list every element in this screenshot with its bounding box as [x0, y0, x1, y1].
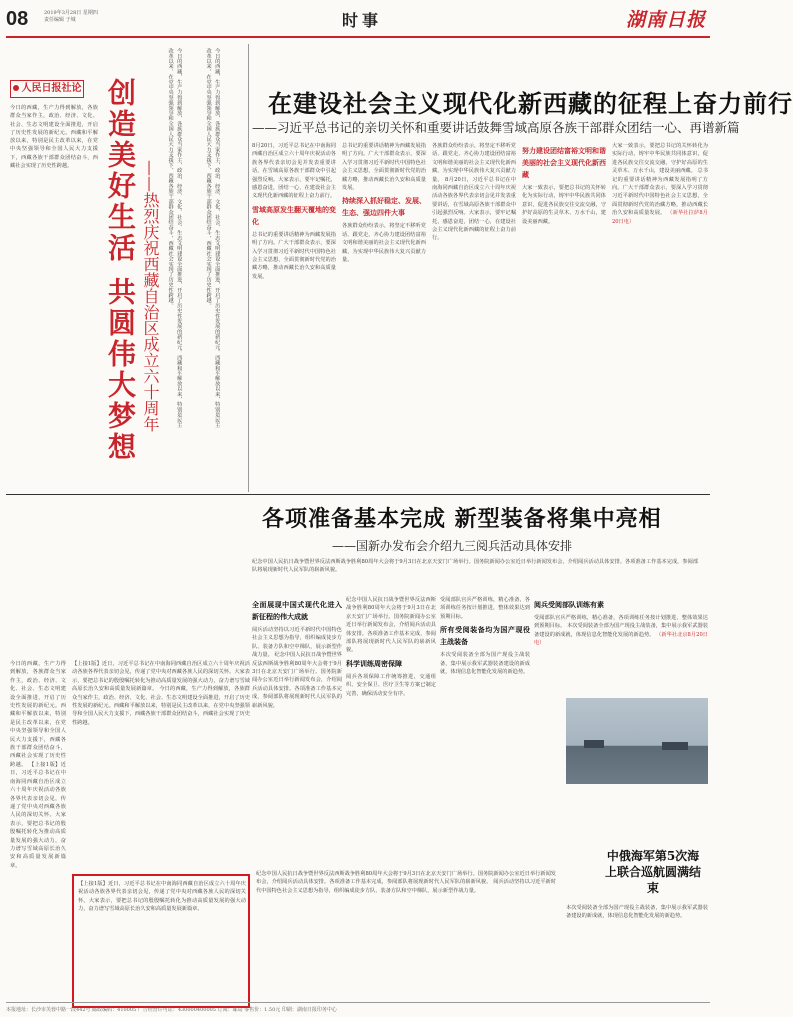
page-header	[6, 4, 710, 38]
article-top-column	[342, 142, 426, 488]
ship-icon	[662, 742, 688, 750]
article-mid-text: 纪念中国人民抗日战争暨世界反法西斯战争胜利80周年大会将于9月3日在北京天安门广场举行。国务院新闻办公室近日举行新闻发布会，介绍阅兵活动具体安排。各项准备工作基本完成，参阅部队将展现新时代人民军队的崭新风貌。	[256, 871, 556, 886]
commentary-column: 今日的西藏，生产力得到解放，各族群众当家作主，政治、经济、文化、社会、生态文明建设全面推进，开启了历史性发展的新纪元。西藏和平解放以来，特别是民主改革以来，在党中央坚强领导和全国人民大力支援下，西藏各族干部群众团结奋斗，西藏社会实现了历史性跨越。	[167, 48, 183, 428]
article-top-text: 大家一致表示，要把总书记的关怀转化为实际行动，铸牢中华民族共同体意识，促进各民族交往交流交融，守护好高原的生灵草木、万水千山，建设美丽西藏。	[612, 143, 708, 175]
article-mid-text: 阅兵活动坚持以习近平新时代中国特色社会主义思想为指导，组织编成徒步方队、装备方队和空中梯队，展示新型作战力量。	[256, 879, 556, 894]
article-top-column	[252, 142, 336, 488]
commentary-body: 今日的西藏，生产力得到解放，各族群众当家作主，政治、经济、文化、社会、生态文明建设全面推进，开启了历史性发展的新纪元。西藏和平解放以来，特别是民主改革以来，在党中央坚强领导和全国人民大力支援下，西藏各族干部群众团结奋斗，西藏社会实现了历史性跨越。	[10, 105, 98, 170]
section-divider	[6, 494, 710, 495]
article-mid-lead: 纪念中国人民抗日战争暨世界反法西斯战争胜利80周年大会将于9月3日在北京天安门广场举行。国务院新闻办公室近日举行新闻发布会，介绍阅兵活动具体安排。各项准备工作基本完成，参阅部队将展现新时代人民军队的崭新风貌。	[252, 559, 698, 574]
continued-text: 今日的西藏，生产力得到解放，各族群众当家作主，政治、经济、文化、社会、生态文明建设全面推进，开启了历史性发展的新纪元。西藏和平解放以来，特别是民主改革以来，在党中央坚强领导和全国人民大力支援下，西藏各族干部群众团结奋斗，西藏社会实现了历史性跨越。	[72, 686, 250, 726]
continued-column	[72, 660, 250, 866]
article-top-text: 8月20日，习近平总书记在中南海同西藏自治区成立六十周年庆祝活动各族各界代表亲切会见并发表重要讲话，在雪域高原各族干部群众中引起强烈反响。大家表示，要牢记嘱托，感恩奋进，团结一心，在建设社会主义现代化新西藏的征程上奋力前行。	[432, 176, 516, 242]
ship-icon	[584, 740, 604, 748]
article-mid-text: 受阅部队官兵严格训练，精心准备，各项训练任务按计划推进，整体效果达到预期目标。	[534, 615, 708, 630]
article-top-byline: （新华社拉萨8月20日电）	[612, 210, 708, 225]
photo-story-text	[566, 904, 708, 998]
article-mid-text: 阅兵活动坚持以习近平新时代中国特色社会主义思想为指导，组织编成徒步方队、装备方队和空中梯队，展示新型作战力量。	[252, 627, 342, 659]
commentary-subtitle: ——热烈庆祝西藏自治区成立六十周年	[141, 160, 160, 432]
article-top-text: 大家一致表示，要把总书记的关怀转化为实际行动，铸牢中华民族共同体意识，促进各民族交往交流交融，守护好高原的生灵草木、万水千山，建设美丽西藏。	[522, 185, 606, 225]
article-mid-column	[440, 596, 530, 866]
column-divider	[248, 44, 249, 492]
article-mid-text: 受阅部队官兵严格训练，精心准备，各项训练任务按计划推进，整体效果达到预期目标。	[440, 597, 530, 620]
section-title: 时事	[342, 11, 383, 30]
article-top-subhead: 雪域高原发生翻天覆地的变化	[252, 204, 336, 226]
page-number: 08	[6, 8, 29, 30]
photo-caption: 中俄海军第5次海上联合巡航圆满结束	[604, 849, 701, 895]
article-mid-title: 各项准备基本完成 新型装备将集中亮相	[262, 506, 662, 532]
article-mid-subhead: 全面展现中国式现代化进入新征程的伟大成就	[252, 600, 342, 621]
article-top-text: 各族群众纷纷表示，将坚定不移听党话、跟党走，齐心协力建设团结富裕文明和谐美丽的社会主义现代化新西藏，为实现中华民族伟大复兴贡献力量。	[432, 143, 516, 183]
article-top-title: 在建设社会主义现代化新西藏的征程上奋力前行	[268, 89, 793, 118]
commentary-badge-label: 人民日报社论	[21, 83, 82, 94]
article-top-column	[522, 142, 606, 488]
article-top-text: 总书记的重要讲话精神为西藏发展指明了方向。广大干部群众表示，要深入学习贯彻习近平新时代中国特色社会主义思想，全面贯彻新时代党的治藏方略，推动西藏长治久安和高质量发展。	[342, 143, 426, 192]
article-mid-text: 纪念中国人民抗日战争暨世界反法西斯战争胜利80周年大会将于9月3日在北京天安门广场举行。国务院新闻办公室近日举行新闻发布会，介绍阅兵活动具体安排。各项准备工作基本完成，参阅部队将展现新时代人民军队的崭新风貌。	[346, 597, 436, 654]
article-top-text: 各族群众纷纷表示，将坚定不移听党话、跟党走，齐心协力建设团结富裕文明和谐美丽的社会主义现代化新西藏，为实现中华民族伟大复兴贡献力量。	[342, 223, 426, 264]
photo-story-body: 本次受阅装备全部为国产现役主战装备，集中展示我军武器装备建设的新成就，体现信息化智能化发展的新趋势。	[566, 905, 708, 920]
continued-text: 【上接1版】近日，习近平总书记在中南海同西藏自治区成立六十周年庆祝活动各族各界代表亲切会见，传递了党中央对西藏各族人民的深切关怀。大家表示，要把总书记的殷殷嘱托转化为推动高质量发展的强大动力，奋力谱写雪域高原长治久安和高质量发展新篇章。	[10, 761, 66, 869]
article-mid-text: 阅兵各项保障工作统筹推进，交通组织、安全保卫、医疗卫生等方案已制定完善，确保活动安全有序。	[346, 673, 436, 697]
article-top-text: 总书记的重要讲话精神为西藏发展指明了方向。广大干部群众表示，要深入学习贯彻习近平新时代中国特色社会主义思想，全面贯彻新时代党的治藏方略，推动西藏长治久安和高质量发展。	[612, 168, 708, 217]
article-mid-subhead: 所有受阅装备均为国产现役主战装备	[440, 625, 530, 647]
article-mid-subhead: 阅兵受阅部队训练有素	[534, 600, 604, 609]
article-mid-continued	[256, 870, 556, 998]
article-mid-text: 本次受阅装备全部为国产现役主战装备，集中展示我军武器装备建设的新成就，体现信息化智能化发展的新趋势。	[534, 623, 708, 638]
page-footer: 本报地址：长沙市芙蓉中路一段442号 邮政编码：410005 广告经营许可证：430000400005 订阅：邮局 零售价：1.50元 印刷：湖南日报印务中心	[6, 1002, 710, 1013]
article-mid-text: 纪念中国人民抗日战争暨世界反法西斯战争胜利80周年大会将于9月3日在北京天安门广场举行。国务院新闻办公室近日举行新闻发布会，介绍阅兵活动具体安排。各项准备工作基本完成，参阅部队将展现新时代人民军队的崭新风貌。	[252, 652, 342, 709]
continued-text: 今日的西藏，生产力得到解放，各族群众当家作主，政治、经济、文化、社会、生态文明建设全面推进，开启了历史性发展的新纪元。西藏和平解放以来，特别是民主改革以来，在党中央坚强领导和全国人民大力支援下，西藏各族干部群众团结奋斗，西藏社会实现了历史性跨越。	[10, 661, 66, 768]
article-top-subtitle: ——习近平总书记的亲切关怀和重要讲话鼓舞雪域高原各族干部群众团结一心、再谱新篇	[252, 120, 740, 135]
continued-text: 【上接1版】近日，习近平总书记在中南海同西藏自治区成立六十周年庆祝活动各族各界代表亲切会见，传递了党中央对西藏各族人民的深切关怀。大家表示，要把总书记的殷殷嘱托转化为推动高质量发展的强大动力，奋力谱写雪域高原长治久安和高质量发展新篇章。	[72, 661, 250, 693]
article-top-column	[612, 142, 708, 488]
article-mid-byline: （新华社北京8月20日电）	[534, 631, 708, 647]
article-mid-subhead: 科学训练周密保障	[346, 658, 402, 668]
highlight-text: 【上接1版】近日，习近平总书记在中南海同西藏自治区成立六十周年庆祝活动各族各界代表亲切会见，传递了党中央对西藏各族人民的深切关怀。大家表示，要把总书记的殷殷嘱托转化为推动高质量发展的强大动力，奋力谱写雪域高原长治久安和高质量发展新篇章。	[78, 881, 246, 913]
naval-ship-photo	[566, 698, 708, 784]
article-mid-column	[534, 596, 708, 694]
article-mid-text: 本次受阅装备全部为国产现役主战装备，集中展示我军武器装备建设的新成就，体现信息化智能化发展的新趋势。	[440, 652, 530, 676]
badge-dot-icon	[13, 85, 19, 91]
article-top-subhead: 努力建设团结富裕文明和谐美丽的社会主义现代化新西藏	[522, 146, 606, 179]
article-mid-column	[346, 596, 436, 866]
article-top-subhead: 持续深入抓好稳定、发展、生态、强边四件大事	[342, 196, 426, 218]
article-top-column	[432, 142, 516, 488]
article-top-text: 8月20日，习近平总书记在中南海同西藏自治区成立六十周年庆祝活动各族各界代表亲切会见并发表重要讲话，在雪域高原各族干部群众中引起强烈反响。大家表示，要牢记嘱托，感恩奋进，团结一心，在建设社会主义现代化新西藏的征程上奋力前行。	[252, 143, 336, 200]
commentary-title: 创造美好生活 共圆伟大梦想	[104, 78, 137, 463]
commentary-column: 今日的西藏，生产力得到解放，各族群众当家作主，政治、经济、文化、社会、生态文明建设全面推进，开启了历史性发展的新纪元。西藏和平解放以来，特别是民主改革以来，在党中央坚强领导和全国人民大力支援下，西藏各族干部群众团结奋斗，西藏社会实现了历史性跨越。	[205, 48, 221, 428]
header-meta: 2019年3月28日 星期四 责任编辑 于城	[44, 10, 98, 23]
newspaper-logo: 湖南日报	[625, 9, 706, 31]
article-top-text: 总书记的重要讲话精神为西藏发展指明了方向。广大干部群众表示，要深入学习贯彻习近平新时代中国特色社会主义思想，全面贯彻新时代党的治藏方略，推动西藏长治久安和高质量发展。	[252, 231, 336, 280]
continued-column	[10, 660, 66, 1000]
article-mid-column	[252, 596, 342, 866]
article-mid-subtitle: ——国新办发布会介绍九三阅兵活动具体安排	[332, 539, 573, 553]
commentary-badge	[10, 80, 84, 98]
